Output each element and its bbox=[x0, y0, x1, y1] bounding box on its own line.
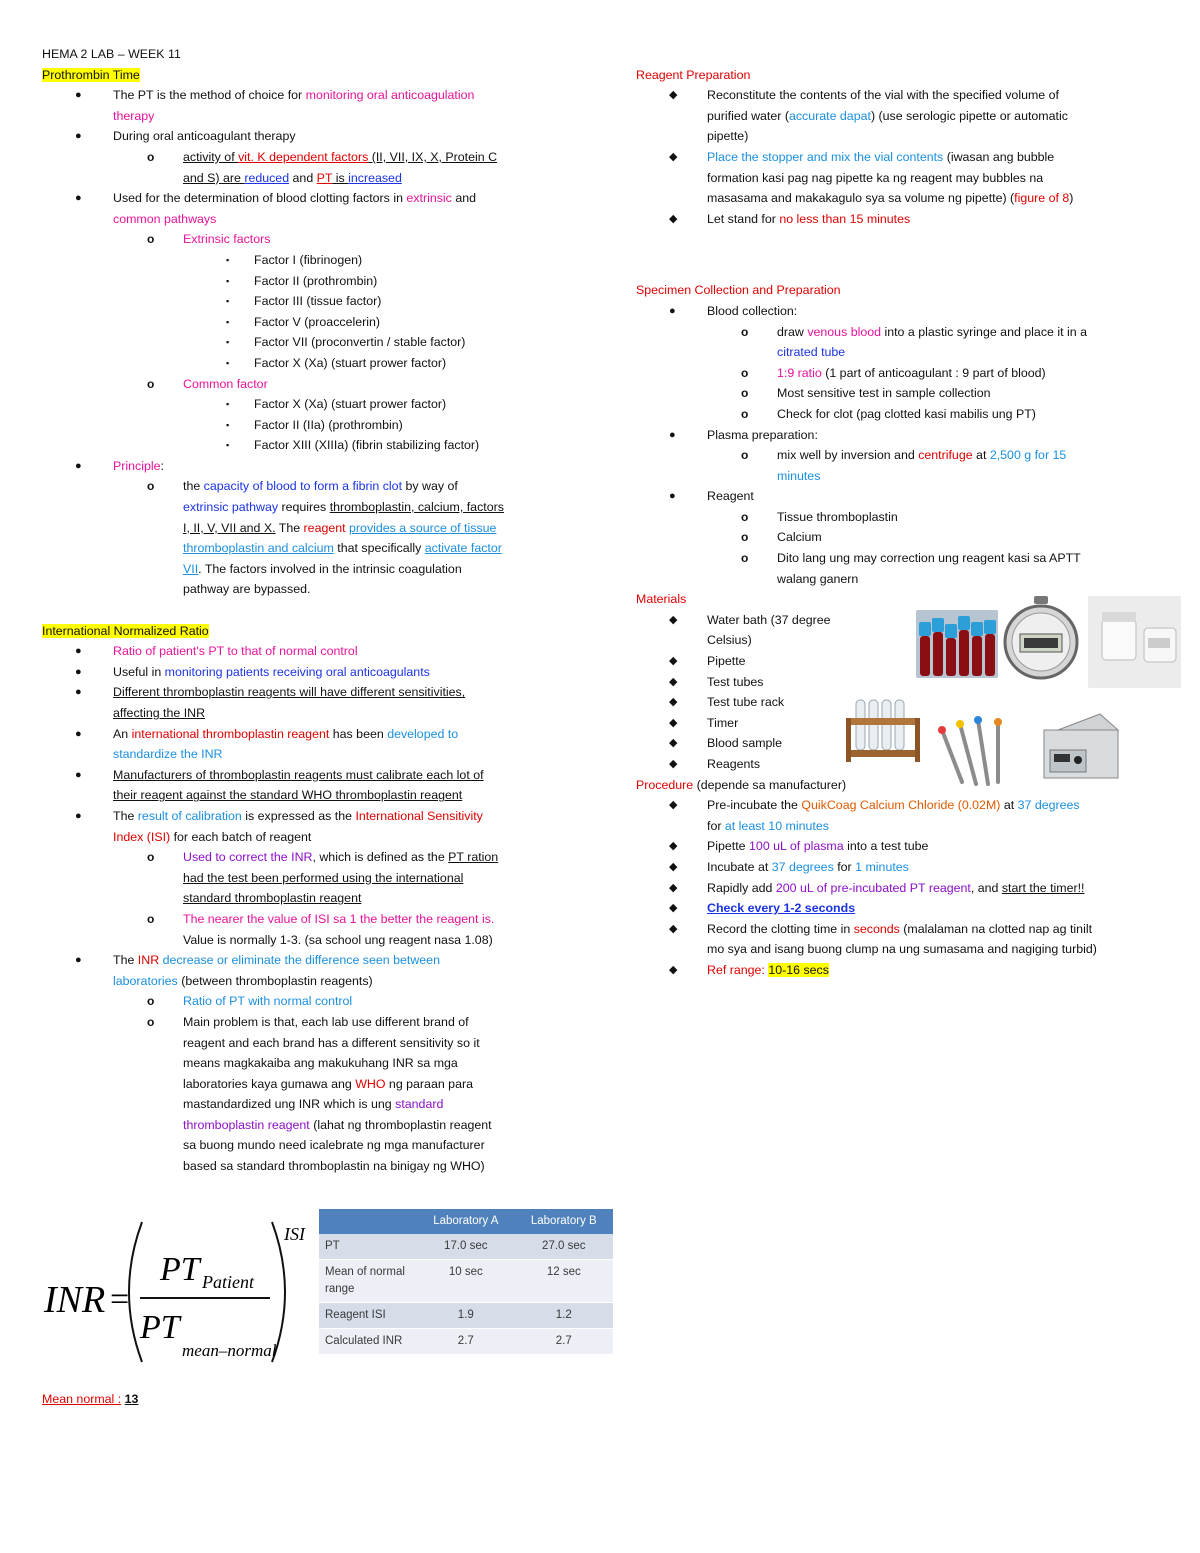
bullet-icon: o bbox=[147, 911, 155, 926]
water-bath-image bbox=[1040, 710, 1122, 782]
diamond-bullet-icon: ◆ bbox=[669, 963, 678, 976]
bullet-icon: o bbox=[147, 1014, 155, 1029]
table-row: Mean of normal range 10 sec 12 sec bbox=[319, 1260, 613, 1303]
list-item: ● Different thromboplastin reagents will have different sensitivities, affecting the INR bbox=[42, 682, 582, 723]
list-item: o Ratio of PT with normal control bbox=[42, 991, 582, 1012]
diamond-bullet-icon: ◆ bbox=[669, 212, 678, 225]
diamond-bullet-icon: ◆ bbox=[669, 860, 678, 873]
bullet-icon: ● bbox=[75, 665, 82, 678]
table-header-row: Laboratory A Laboratory B bbox=[319, 1209, 613, 1234]
list-item: o draw venous blood into a plastic syringe and place it in a citrated tube bbox=[636, 322, 1161, 363]
bullet-icon: o bbox=[741, 448, 749, 463]
bullet-icon: o bbox=[147, 850, 155, 865]
materials-heading: Materials bbox=[636, 592, 687, 607]
list-item: o 1:9 ratio (1 part of anticoagulant : 9 part of blood) bbox=[636, 363, 1161, 384]
bullet-icon: o bbox=[147, 994, 155, 1009]
list-item: ● Blood collection: bbox=[636, 301, 1161, 322]
document-title: HEMA 2 LAB – WEEK 11 bbox=[42, 47, 181, 61]
diamond-bullet-icon: ◆ bbox=[669, 881, 678, 894]
list-item: ● During oral anticoagulant therapy bbox=[42, 126, 582, 147]
bullet-icon: ▪ bbox=[226, 296, 230, 307]
inr-formula-graphic bbox=[42, 1212, 312, 1372]
inr-formula bbox=[42, 1212, 312, 1372]
list-item: ● The INR decrease or eliminate the difference seen between laboratories (between thromboplastin reagents) bbox=[42, 950, 582, 991]
list-item: ▪ Factor V (proaccelerin) bbox=[42, 312, 582, 333]
formula-lhs: INR bbox=[44, 1279, 106, 1321]
list-item: o Common factor bbox=[42, 374, 582, 395]
list-item: ▪ Factor III (tissue factor) bbox=[42, 291, 582, 312]
list-item: ● The PT is the method of choice for monitoring oral anticoagulation therapy bbox=[42, 85, 582, 126]
procedure-heading: Procedure bbox=[636, 777, 694, 792]
list-item: ◆ Test tubes bbox=[636, 672, 1161, 693]
stopwatch-image bbox=[1000, 596, 1082, 680]
list-item: o the capacity of blood to form a fibrin clot by way of extrinsic pathway requires thromboplastin, calcium, factors I, II, V, VII and X. The reagent provides a source of tissue thromboplastin and calcium that specifically activate factor VII. The factors involved in the intrinsic coagulation pathway are bypassed. bbox=[42, 476, 582, 600]
diamond-bullet-icon: ◆ bbox=[669, 922, 678, 935]
list-item: o Used to correct the INR, which is defined as the PT ration had the test been performed using the international standard thromboplastin reagent bbox=[42, 847, 582, 909]
reagent-vial-image bbox=[1088, 596, 1181, 688]
formula-numerator-sub: Patient bbox=[202, 1272, 254, 1292]
bullet-icon: o bbox=[147, 149, 155, 164]
bullet-icon: ● bbox=[75, 686, 82, 699]
list-item: ◆ Water bath (37 degree Celsius) bbox=[636, 610, 1161, 651]
list-item: ◆ Ref range: 10-16 secs bbox=[636, 960, 1161, 981]
bullet-icon: ▪ bbox=[226, 337, 230, 348]
list-item: ● Useful in monitoring patients receiving oral anticoagulants bbox=[42, 662, 582, 683]
list-item: ◆ Test tube rack bbox=[636, 692, 1161, 713]
list-item: ◆ Reagents bbox=[636, 754, 1161, 775]
formula-denominator-sub: mean–normal bbox=[182, 1341, 277, 1360]
list-item: ▪ Factor II (prothrombin) bbox=[42, 271, 582, 292]
list-item: ◆ Let stand for no less than 15 minutes bbox=[636, 209, 1161, 230]
right-column: Reagent Preparation ◆ Reconstitute the contents of the vial with the specified volume of purified water (accurate dapat) (use serologic pipette or automatic pipette) ◆ Place the stopper and mix the vial contents (iwasan ang bubble formation kasi pag nag pipette ka ng reagent may bubbles na masasama and makakagulo sya sa volume ng pipette) (figure of 8) ◆ Let stand for no less than 15 minutes Specimen Collection and Preparation ● Blood collection: o draw venous blood into a plastic syringe and place it in a citrated tube o 1:9 ratio (1 part of anticoagulant : 9 part of blood) o Most sensitive test in sample collection o Check for clot (pag clotted kasi mabilis ung PT) ● Plasma preparation: o mix well by inversion and centrifuge at 2,500 g for 15 minutes ● Reagent o Tissue thromboplastin o Calcium o Dito lang ung may correction ung reagent kasi sa APTT walang ganern Materials ◆ Water bath (37 degree Celsius) ◆ Pipette ◆ Test tubes ◆ Test tube rack ◆ Timer ◆ Blood sample ◆ Reagents Procedure (depende sa manufacturer) ◆ Pre-incubate the QuikCoag Calcium Chloride (0.02M) at 37 degrees for at least 10 minutes ◆ Pipette 100 uL of plasma into a test tube ◆ Incubate at 37 degrees for 1 minutes ◆ Rapidly add 200 uL of pre-incubated PT reagent, and start the timer!! ◆ Check every 1-2 seconds ◆ Record the clotting time in seconds (malalaman na clotted nap ag tinilt mo sya and isang buong clump na ung sumasama and nagiging turbid) ◆ Ref range: 10-16 secs bbox=[636, 44, 1161, 981]
list-item: ▪ Factor X (Xa) (stuart prower factor) bbox=[42, 394, 582, 415]
bullet-icon: ▪ bbox=[226, 440, 230, 451]
bullet-icon: ● bbox=[75, 645, 82, 658]
formula-exponent: ISI bbox=[284, 1224, 305, 1244]
bullet-icon: ● bbox=[669, 428, 676, 441]
bullet-icon: ● bbox=[75, 954, 82, 967]
list-item: ◆ Blood sample bbox=[636, 733, 1161, 754]
bullet-icon: o bbox=[741, 386, 749, 401]
list-item: ◆ Check every 1-2 seconds bbox=[636, 898, 1161, 919]
formula-denominator: PT bbox=[140, 1309, 180, 1346]
diamond-bullet-icon: ◆ bbox=[669, 89, 678, 102]
bullet-icon: ▪ bbox=[226, 419, 230, 430]
list-item: ● Principle: bbox=[42, 456, 582, 477]
list-item: ▪ Factor II (IIa) (prothrombin) bbox=[42, 415, 582, 436]
list-item: o Dito lang ung may correction ung reagent kasi sa APTT walang ganern bbox=[636, 548, 1161, 589]
blood-tubes-image bbox=[916, 610, 998, 678]
list-item: o Tissue thromboplastin bbox=[636, 507, 1161, 528]
list-item: ● Used for the determination of blood clotting factors in extrinsic and common pathways bbox=[42, 188, 582, 229]
bullet-icon: o bbox=[741, 324, 749, 339]
list-item: ● Plasma preparation: bbox=[636, 425, 1161, 446]
bullet-icon: ● bbox=[75, 192, 82, 205]
bullet-icon: ● bbox=[75, 768, 82, 781]
bullet-icon: o bbox=[741, 530, 749, 545]
bullet-icon: o bbox=[147, 376, 155, 391]
diamond-bullet-icon: ◆ bbox=[669, 655, 678, 668]
list-item: o Main problem is that, each lab use different brand of reagent and each brand has a different sensitivity so it means magkakaiba ang makukuhang INR sa mga laboratories kaya gumawa ang WHO ng paraan para mastandardized ung INR which is ung standard thromboplastin reagent (lahat ng thromboplastin reagent sa buong mundo need icalebrate ng mga manufacturer based sa standard thromboplastin na binigay ng WHO) bbox=[42, 1012, 582, 1177]
list-item: ● The result of calibration is expressed as the International Sensitivity Index (ISI) for each batch of reagent bbox=[42, 806, 582, 847]
bullet-icon: ● bbox=[669, 304, 676, 317]
list-item: ◆ Rapidly add 200 uL of pre-incubated PT reagent, and start the timer!! bbox=[636, 878, 1161, 899]
list-item: o Most sensitive test in sample collection bbox=[636, 383, 1161, 404]
bullet-icon: ▪ bbox=[226, 399, 230, 410]
bullet-icon: o bbox=[741, 406, 749, 421]
diamond-bullet-icon: ◆ bbox=[669, 613, 678, 626]
bullet-icon: o bbox=[741, 509, 749, 524]
list-item: ▪ Factor I (fibrinogen) bbox=[42, 250, 582, 271]
list-item: ◆ Pipette bbox=[636, 651, 1161, 672]
list-item: o activity of vit. K dependent factors (II, VII, IX, X, Protein C and S) are reduced and PT is increased bbox=[42, 147, 582, 188]
bullet-icon: ▪ bbox=[226, 316, 230, 327]
table-row: Calculated INR 2.7 2.7 bbox=[319, 1329, 613, 1355]
diamond-bullet-icon: ◆ bbox=[669, 150, 678, 163]
diamond-bullet-icon: ◆ bbox=[669, 675, 678, 688]
list-item: ◆ Pre-incubate the QuikCoag Calcium Chloride (0.02M) at 37 degrees for at least 10 minutes bbox=[636, 795, 1161, 836]
reagent-prep-heading: Reagent Preparation bbox=[636, 67, 751, 82]
bullet-icon: ● bbox=[669, 490, 676, 503]
list-item: ◆ Pipette 100 uL of plasma into a test tube bbox=[636, 836, 1161, 857]
list-item: ◆ Record the clotting time in seconds (malalaman na clotted nap ag tinilt mo sya and isang buong clump na ung sumasama and nagiging turbid) bbox=[636, 919, 1161, 960]
bullet-icon: o bbox=[741, 365, 749, 380]
table-row: Reagent ISI 1.9 1.2 bbox=[319, 1303, 613, 1329]
pipettes-image bbox=[936, 712, 1028, 790]
list-item: ◆ Timer bbox=[636, 713, 1161, 734]
list-item: o The nearer the value of ISI sa 1 the better the reagent is. Value is normally 1-3. (sa school ung reagent nasa 1.08) bbox=[42, 909, 582, 950]
diamond-bullet-icon: ◆ bbox=[669, 716, 678, 729]
list-item: ● An international thromboplastin reagent has been developed to standardize the INR bbox=[42, 724, 582, 765]
list-item: ● Ratio of patient's PT to that of normal control bbox=[42, 641, 582, 662]
bullet-icon: ● bbox=[75, 89, 82, 102]
diamond-bullet-icon: ◆ bbox=[669, 758, 678, 770]
bullet-icon: ● bbox=[75, 130, 82, 143]
diamond-bullet-icon: ◆ bbox=[669, 696, 678, 709]
bullet-icon: ● bbox=[75, 459, 82, 472]
formula-numerator: PT bbox=[160, 1251, 200, 1288]
specimen-heading: Specimen Collection and Preparation bbox=[636, 283, 841, 298]
bullet-icon: ● bbox=[75, 727, 82, 740]
list-item: ● Reagent bbox=[636, 486, 1161, 507]
formula-equals: = bbox=[110, 1281, 130, 1318]
list-item: ▪ Factor X (Xa) (stuart prower factor) bbox=[42, 353, 582, 374]
diamond-bullet-icon: ◆ bbox=[669, 799, 678, 812]
pt-heading: Prothrombin Time bbox=[42, 67, 140, 82]
list-item: o mix well by inversion and centrifuge at 2,500 g for 15 minutes bbox=[636, 445, 1161, 486]
mean-normal: Mean normal : 13 bbox=[42, 1392, 139, 1406]
diamond-bullet-icon: ◆ bbox=[669, 902, 678, 915]
list-item: ▪ Factor XIII (XIIIa) (fibrin stabilizing factor) bbox=[42, 435, 582, 456]
list-item: o Check for clot (pag clotted kasi mabilis ung PT) bbox=[636, 404, 1161, 425]
bullet-icon: o bbox=[741, 551, 749, 566]
bullet-icon: ▪ bbox=[226, 275, 230, 286]
table-row: PT 17.0 sec 27.0 sec bbox=[319, 1234, 613, 1260]
bullet-icon: ● bbox=[75, 809, 82, 822]
inr-heading: International Normalized Ratio bbox=[42, 623, 209, 638]
test-tube-rack-image bbox=[842, 698, 924, 766]
list-item: ● Manufacturers of thromboplastin reagents must calibrate each lot of their reagent against the standard WHO thromboplastin reagent bbox=[42, 765, 582, 806]
list-item: ◆ Place the stopper and mix the vial contents (iwasan ang bubble formation kasi pag nag pipette ka ng reagent may bubbles na masasama and makakagulo sya sa volume ng pipette) (figure of 8) bbox=[636, 147, 1161, 209]
diamond-bullet-icon: ◆ bbox=[669, 840, 678, 853]
bullet-icon: ▪ bbox=[226, 357, 230, 368]
bullet-icon: o bbox=[147, 479, 155, 494]
left-column bbox=[42, 44, 582, 1177]
list-item: ◆ Reconstitute the contents of the vial with the specified volume of purified water (accurate dapat) (use serologic pipette or automatic pipette) bbox=[636, 85, 1161, 147]
bullet-icon: ▪ bbox=[226, 254, 230, 265]
list-item: ▪ Factor VII (proconvertin / stable factor) bbox=[42, 332, 582, 353]
list-item: o Calcium bbox=[636, 527, 1161, 548]
list-item: o Extrinsic factors bbox=[42, 229, 582, 250]
bullet-icon: o bbox=[147, 232, 155, 247]
inr-comparison-table bbox=[319, 1209, 613, 1355]
list-item: ◆ Incubate at 37 degrees for 1 minutes bbox=[636, 857, 1161, 878]
diamond-bullet-icon: ◆ bbox=[669, 737, 678, 750]
